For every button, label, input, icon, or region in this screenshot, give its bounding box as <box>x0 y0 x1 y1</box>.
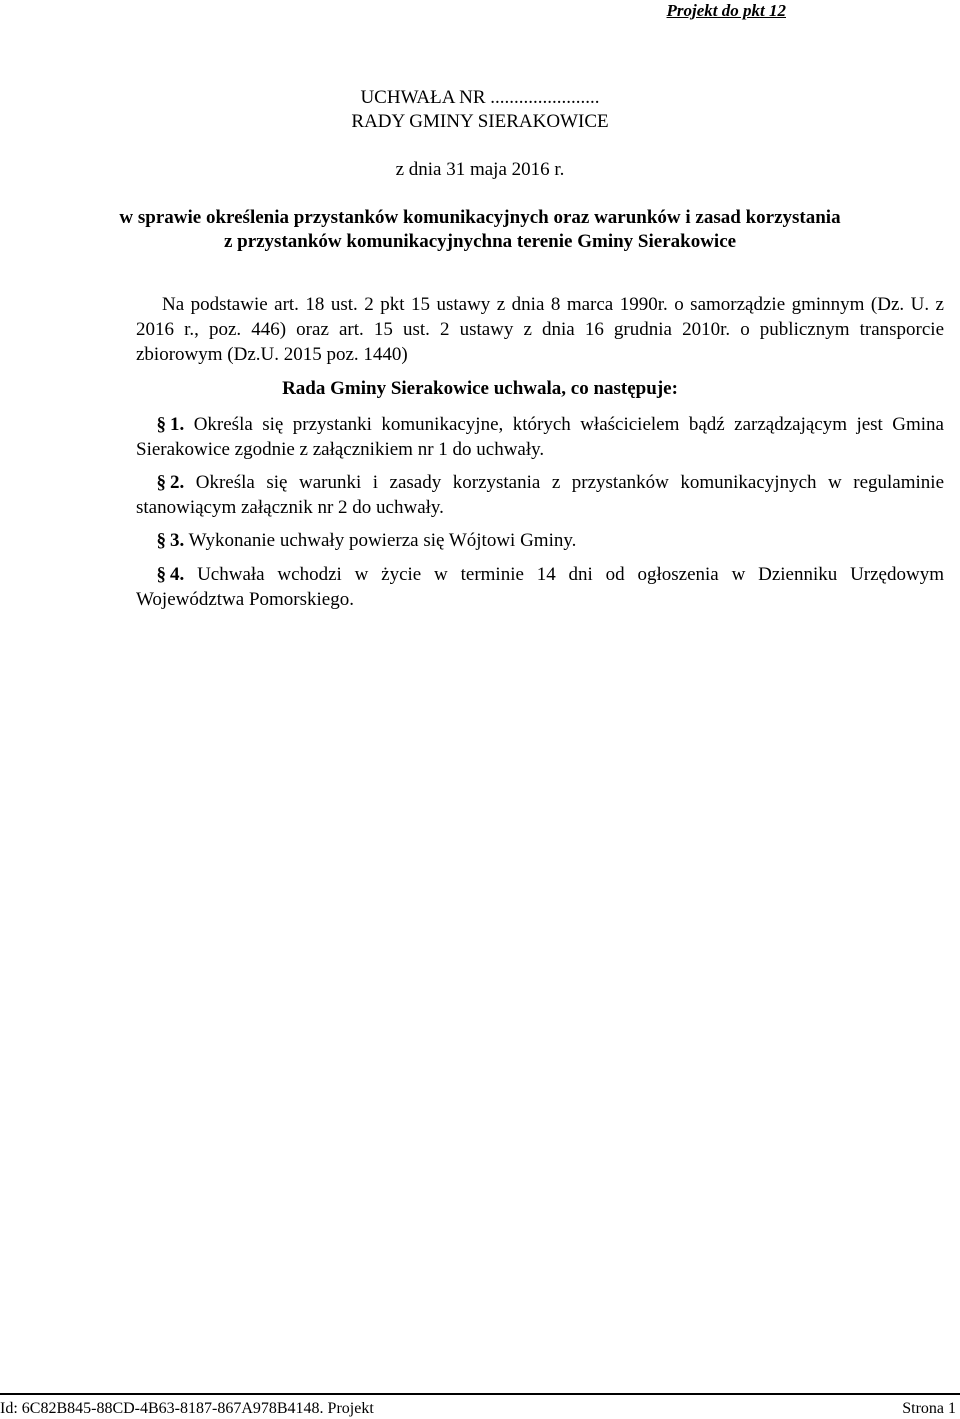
paragraph-text: Określa się warunki i zasady korzystania z przystanków komunikacyjnych w regulaminie stanowiącym załącznik nr 2 do uchwały. <box>136 472 944 518</box>
legal-basis-text: Na podstawie art. 18 ust. 2 pkt 15 ustawy z dnia 8 marca 1990r. o samorządzie gminnym (Dz. U. z 2016 r., poz. 446) oraz art. 15 ust. 2 ustawy z dnia 16 grudnia 2010r. o publicznym transporcie zbiorowym (Dz.U. 2015 poz. 1440) <box>136 294 944 365</box>
paragraph-3 <box>136 528 944 553</box>
paragraph-text: Określa się przystanki komunikacyjne, których właścicielem bądź zarządzającym jest Gmina Sierakowice zgodnie z załącznikiem nr 1 do uchwały. <box>136 414 944 460</box>
footer-divider <box>0 1393 960 1395</box>
legal-basis <box>136 292 944 367</box>
paragraph-number: 1. <box>170 414 185 435</box>
document-id: Id: 6C82B845-88CD-4B63-8187-867A978B4148. Projekt <box>0 1400 374 1417</box>
section-symbol: § <box>156 472 166 493</box>
paragraph-2 <box>136 470 944 520</box>
paragraph-number: 4. <box>170 564 185 585</box>
resolution-subject <box>0 206 960 254</box>
council-resolves: Rada Gminy Sierakowice uchwala, co następuje: <box>282 378 678 399</box>
resolution-title <box>0 86 960 134</box>
paragraph-4 <box>136 562 944 612</box>
council-name: RADY GMINY SIERAKOWICE <box>351 111 609 132</box>
resolution-date: z dnia 31 maja 2016 r. <box>395 159 565 180</box>
section-symbol: § <box>156 564 166 585</box>
paragraph-number: 2. <box>170 472 185 493</box>
resolution-number: UCHWAŁA NR ....................... <box>360 87 600 108</box>
subject-line-2: z przystanków komunikacyjnychna terenie Gminy Sierakowice <box>223 231 737 252</box>
page-number: Strona 1 <box>902 1400 956 1417</box>
section-symbol: § <box>156 530 166 551</box>
paragraph-number: 3. <box>170 530 185 551</box>
paragraph-1 <box>136 412 944 462</box>
subject-line-1: w sprawie określenia przystanków komunikacyjnych oraz warunków i zasad korzystania <box>119 207 841 228</box>
paragraph-text: Uchwała wchodzi w życie w terminie 14 dni od ogłoszenia w Dzienniku Urzędowym Województwa Pomorskiego. <box>136 564 944 610</box>
project-reference: Projekt do pkt 12 <box>666 1 786 20</box>
paragraph-text: Wykonanie uchwały powierza się Wójtowi Gminy. <box>184 530 577 551</box>
section-symbol: § <box>156 414 166 435</box>
